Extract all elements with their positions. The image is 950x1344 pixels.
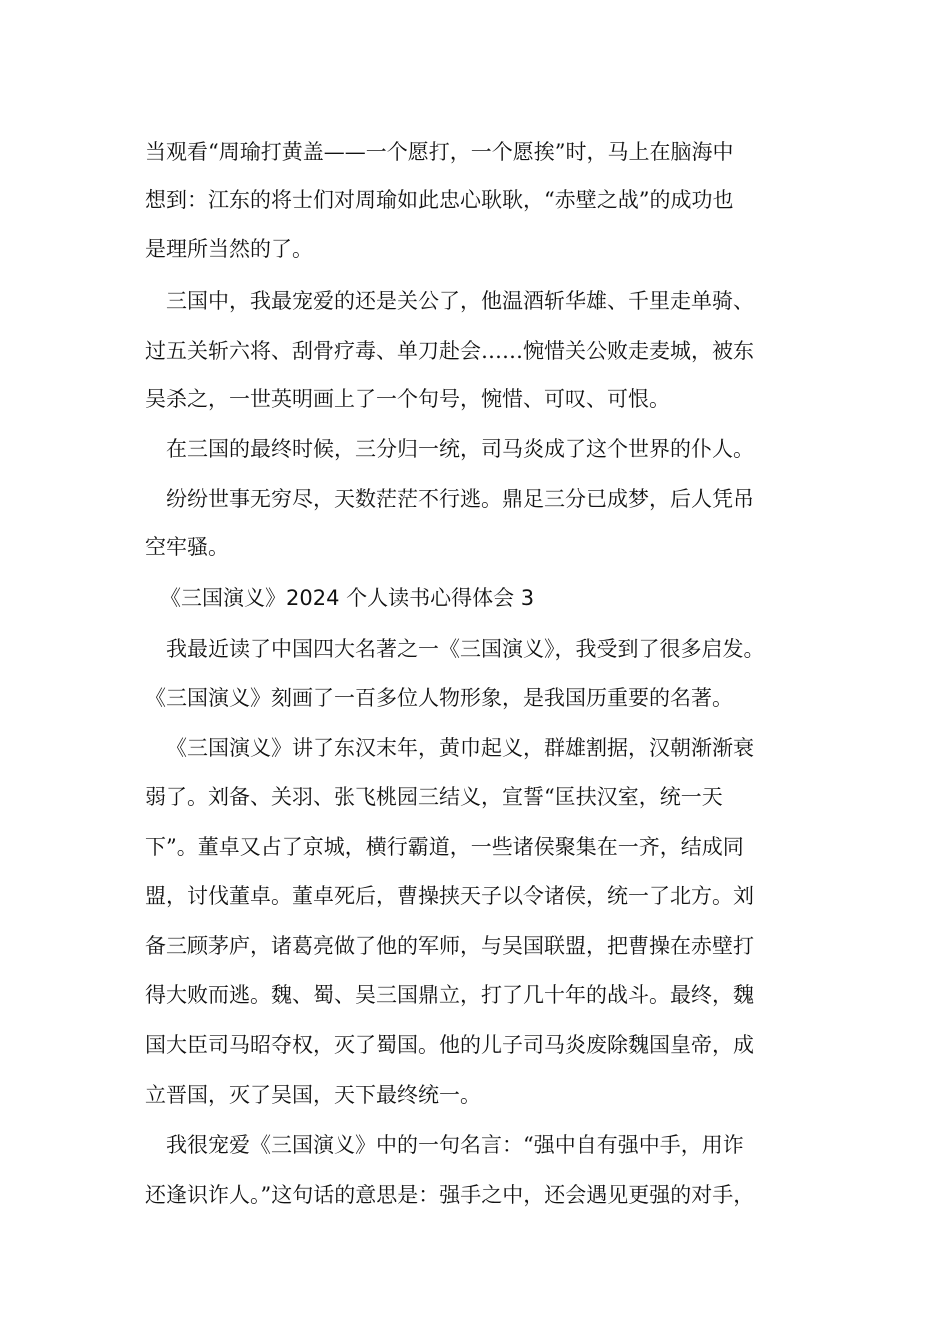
text-line: 纷纷世事无穷尽，天数茫茫不行逃。鼎足三分已成梦，后人凭吊 xyxy=(166,487,754,511)
text-line: 三国中，我最宠爱的还是关公了，他温酒斩华雄、千里走单骑、 xyxy=(166,289,754,313)
text-line: 盟，讨伐董卓。董卓死后，曹操挟天子以令诸侯，统一了北方。刘 xyxy=(145,884,754,908)
text-line: 弱了。刘备、关羽、张飞桃园三结义，宣誓“匡扶汉室，统一天 xyxy=(145,785,723,809)
text-line: 下”。董卓又占了京城，横行霸道，一些诸侯聚集在一齐，结成同 xyxy=(145,835,744,859)
text-line: 我最近读了中国四大名著之一《三国演义》，我受到了很多启发。 xyxy=(166,637,765,661)
text-line: 想到：江东的将士们对周瑜如此忠心耿耿，“赤壁之战”的成功也 xyxy=(145,188,734,212)
text-line: 还逢识诈人。”这句话的意思是：强手之中，还会遇见更强的对手， xyxy=(145,1183,755,1207)
text-line: 吴杀之，一世英明画上了一个句号，惋惜、可叹、可恨。 xyxy=(145,387,670,411)
section-heading: 《三国演义》2024 个人读书心得体会 3 xyxy=(160,586,535,610)
text-line: 立晋国，灭了吴国，天下最终统一。 xyxy=(145,1083,481,1107)
text-line: 是理所当然的了。 xyxy=(145,237,313,261)
text-line: 空牢骚。 xyxy=(145,535,229,559)
text-line: 备三顾茅庐，诸葛亮做了他的军师，与吴国联盟，把曹操在赤壁打 xyxy=(145,934,754,958)
text-line: 得大败而逃。魏、蜀、吴三国鼎立，打了几十年的战斗。最终，魏 xyxy=(145,983,754,1007)
text-line: 我很宠爱《三国演义》中的一句名言：“强中自有强中手，用诈 xyxy=(166,1133,744,1157)
text-line: 过五关斩六将、刮骨疗毒、单刀赴会……惋惜关公败走麦城，被东 xyxy=(145,339,754,363)
text-line: 《三国演义》讲了东汉末年，黄巾起义，群雄割据，汉朝渐渐衰 xyxy=(166,736,754,760)
text-line: 在三国的最终时候，三分归一统，司马炎成了这个世界的仆人。 xyxy=(166,437,754,461)
text-line: 《三国演义》刻画了一百多位人物形象，是我国历重要的名著。 xyxy=(145,686,733,710)
text-line: 当观看“周瑜打黄盖——一个愿打，一个愿挨”时，马上在脑海中 xyxy=(145,140,734,164)
text-line: 国大臣司马昭夺权，灭了蜀国。他的儿子司马炎废除魏国皇帝，成 xyxy=(145,1033,754,1057)
